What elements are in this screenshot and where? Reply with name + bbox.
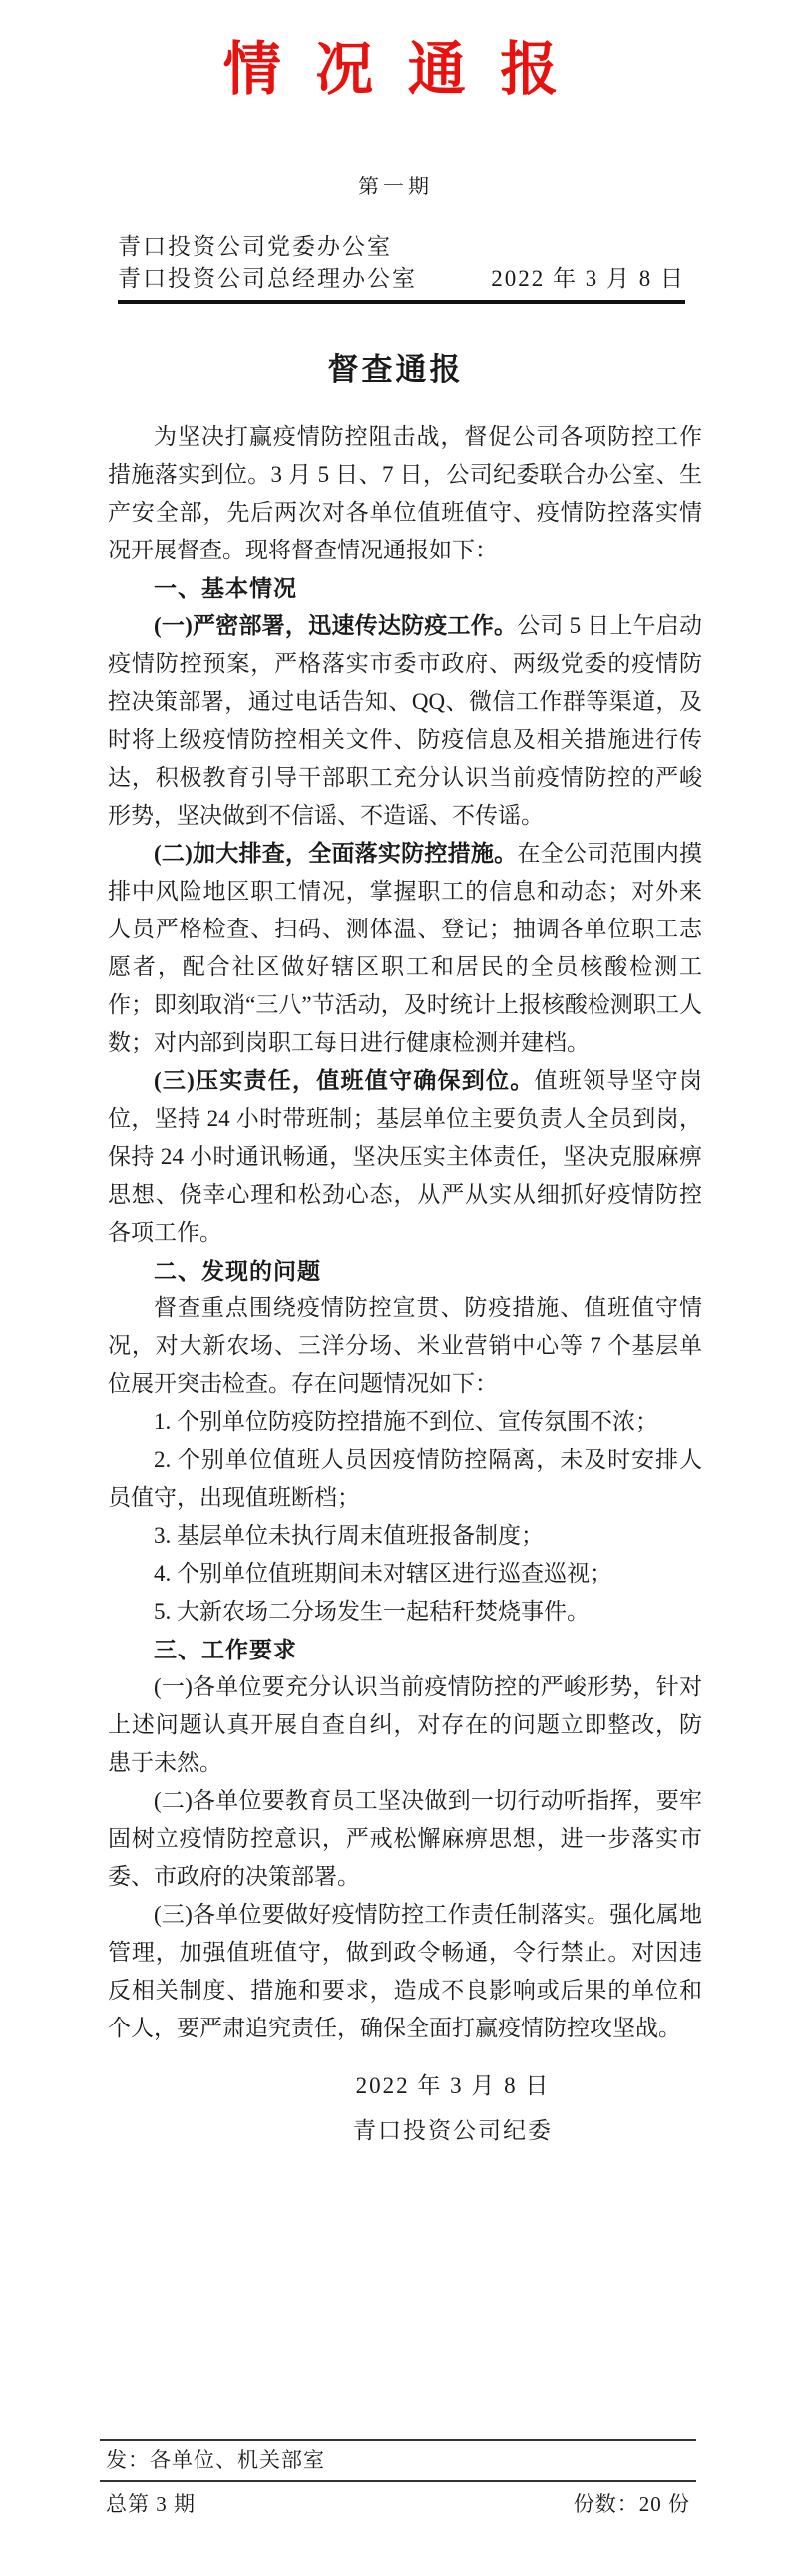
masthead-divider <box>118 300 685 304</box>
paragraph-text: 在全公司范围内摸排中风险地区职工情况，掌握职工的信息和动态；对外来人员严格检查、扫码、测体温、登记；抽调各单位职工志愿者，配合社区做好辖区职工和居民的全员核酸检测工作；即刻取消“三八”节活动，及时统计上报核酸检测职工人数；对内部到岗职工每日进行健康检测并建档。 <box>108 841 702 1055</box>
problem-item-4: 4. 个别单位值班期间未对辖区进行巡查巡视； <box>154 1561 612 1586</box>
paragraph-lead: (二)加大排查，全面落实防控措施。 <box>154 841 518 866</box>
paragraph-basic-3 <box>108 1062 702 1252</box>
problem-item-5: 5. 大新农场二分场发生一起秸秆焚烧事件。 <box>154 1599 590 1624</box>
issuing-offices <box>118 231 417 295</box>
masthead <box>118 231 685 295</box>
signature-date: 2022 年 3 月 8 日 <box>355 2073 551 2098</box>
signature-block <box>353 2063 553 2153</box>
section-1-heading: 一、基本情况 <box>154 575 297 601</box>
intro-paragraph: 为坚决打赢疫情防控阻击战，督促公司各项防控工作措施落实到位。3 月 5 日、7 日，公司纪委联合办公室、生产安全部，先后两次对各单位值班值守、疫情防控落实情况开展督查。现将督查情况通报如下： <box>108 424 702 562</box>
bulletin-title: 情 况 通 报 <box>222 37 569 102</box>
problem-item-3: 3. 基层单位未执行周末值班报备制度； <box>154 1523 544 1548</box>
requirement-paragraph-2: (二)各单位要教育员工坚决做到一切行动听指挥，要牢固树立疫情防控意识，严戒松懈麻痹思想，进一步落实市委、市政府的决策部署。 <box>108 1788 702 1889</box>
problems-intro: 督查重点围绕疫情防控宣贯、防疫措施、值班值守情况，对大新农场、三洋分场、米业营销中心等 7 个基层单位展开突击检查。存在问题情况如下： <box>108 1295 702 1396</box>
problem-item-2: 2. 个别单位值班人员因疫情防控隔离，未及时安排人员值守，出现值班断档； <box>108 1447 702 1510</box>
document-heading: 督查通报 <box>327 352 464 387</box>
paragraph-lead: (三)压实责任，值班值守确保到位。 <box>154 1068 535 1093</box>
org-line-2: 青口投资公司总经理办公室 <box>118 266 417 291</box>
problem-item-1: 1. 个别单位防疫防控措施不到位、宣传氛围不浓； <box>154 1409 658 1434</box>
colophon-bottom-row <box>100 2482 696 2518</box>
section-3-heading: 三、工作要求 <box>154 1637 297 1662</box>
copies-count: 份数：20 份 <box>573 2492 690 2516</box>
section-2-heading: 二、发现的问题 <box>154 1258 321 1284</box>
issue-total: 总第 3 期 <box>106 2492 196 2516</box>
paragraph-basic-1 <box>108 607 702 835</box>
requirement-paragraph-3: (三)各单位要做好疫情防控工作责任制落实。强化属地管理，加强值班值守，做到政令畅通，令行禁止。对因违反相关制度、措施和要求，造成不良影响或后果的单位和个人，要严肃追究责任，确保全面打赢疫情防控攻坚战。 <box>108 1902 702 2040</box>
requirement-paragraph-1: (一)各单位要充分认识当前疫情防控的严峻形势，针对上述问题认真开展自查自纠，对存在的问题立即整改，防患于未然。 <box>108 1674 702 1775</box>
org-line-1: 青口投资公司党委办公室 <box>118 234 392 259</box>
masthead-date: 2022 年 3 月 8 日 <box>491 266 685 291</box>
paragraph-lead: (一)严密部署，迅速传达防疫工作。 <box>154 613 518 638</box>
issue-number: 第一期 <box>358 175 433 198</box>
document-body <box>0 418 791 2143</box>
signature-org: 青口投资公司纪委 <box>353 2118 553 2143</box>
paragraph-text: 公司 5 日上午启动疫情防控预案，严格落实市委市政府、两级党委的疫情防控决策部署，通过电话告知、QQ、微信工作群等渠道，及时将上级疫情防控相关文件、防疫信息及相关措施进行传达，积极教育引导干部职工充分认识当前疫情防控的严峻形势，坚决做到不信谣、不造谣、不传谣。 <box>108 613 703 828</box>
colophon <box>100 2439 696 2518</box>
paragraph-text: 值班领导坚守岗位，坚持 24 小时带班制；基层单位主要负责人全员到岗，保持 24 小时通讯畅通，坚决压实主体责任，坚决克服麻痹思想、侥幸心理和松劲心态，从严从实从细抓好疫情防控各项工作。 <box>108 1068 702 1245</box>
paragraph-basic-2 <box>108 835 702 1062</box>
distribution-line: 发：各单位、机关部室 <box>106 2448 325 2472</box>
